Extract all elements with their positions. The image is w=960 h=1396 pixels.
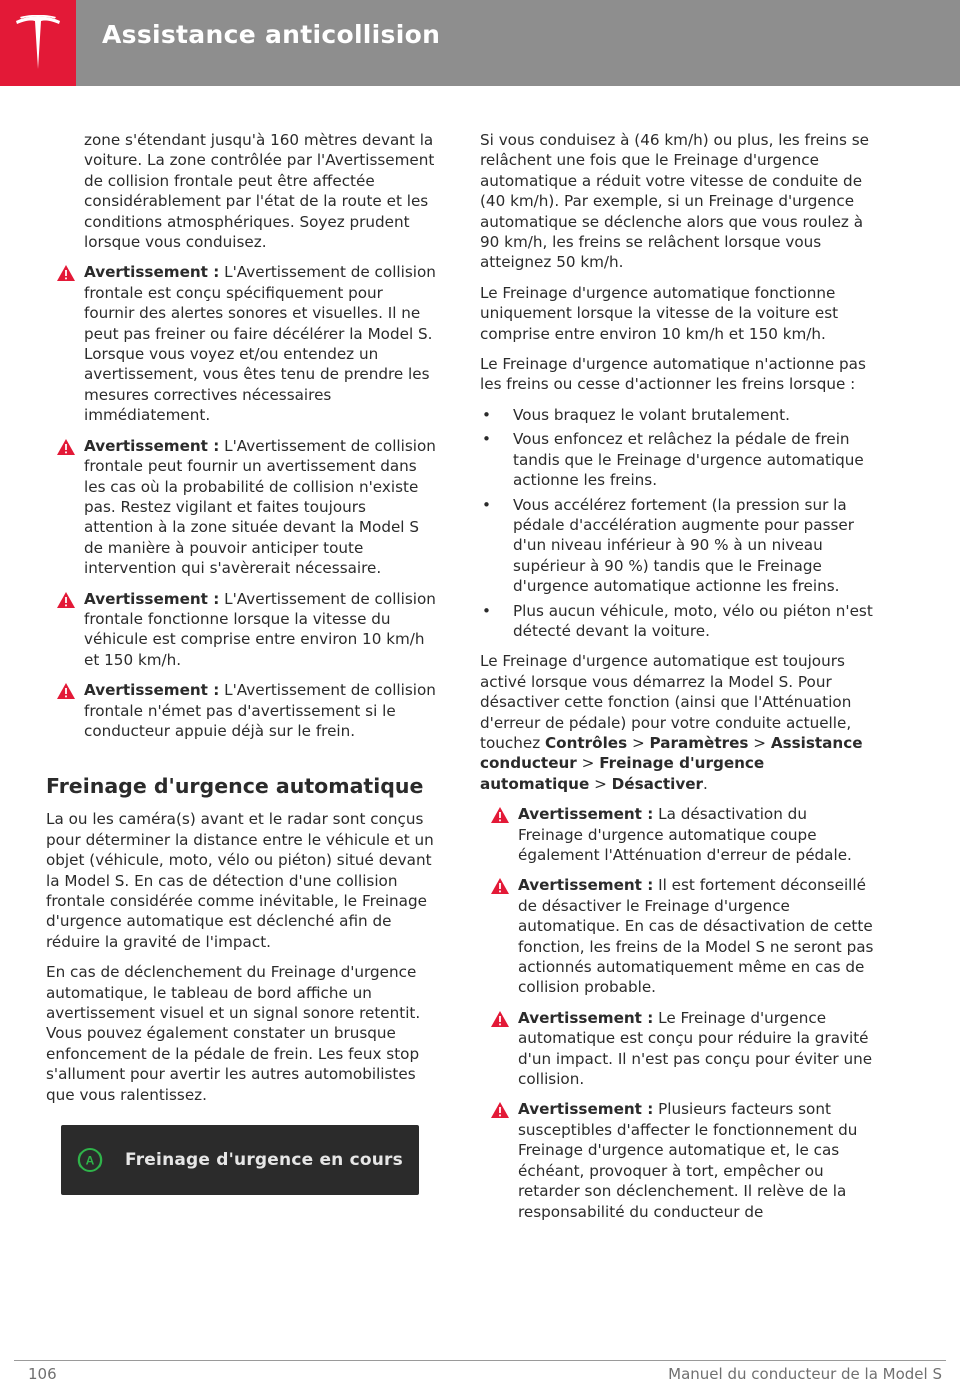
warning-triangle-icon: [490, 806, 510, 824]
page-number: 106: [28, 1365, 57, 1383]
left-column: [46, 130, 438, 1195]
list-item: • Plus aucun véhicule, moto, vélo ou piéton n'est détecté devant la voiture.: [480, 601, 874, 642]
tesla-t-icon: [14, 15, 62, 71]
warning-label: Avertissement :: [518, 1008, 654, 1027]
path-end: .: [703, 774, 708, 793]
manual-title: Manuel du conducteur de la Model S: [668, 1365, 942, 1383]
warning-triangle-icon: [490, 877, 510, 895]
section-title: Freinage d'urgence automatique: [46, 774, 424, 799]
warning-text: La désactivation du Freinage d'urgence automatique coupe également l'Atténuation d'erreur de pédale.: [518, 805, 852, 864]
warning-triangle-icon: [56, 591, 76, 609]
warning-text: Il est fortement déconseillé de désactiver le Freinage d'urgence automatique. En cas de désactivation de cette fonction, les freins de la Model S ne seront pas actionnés automatiquement même en cas de collision probable.: [518, 876, 874, 997]
warning-block: [46, 436, 438, 579]
banner-text: Freinage d'urgence en cours: [125, 1149, 403, 1170]
right-column: [480, 130, 874, 1232]
warning-block: [480, 875, 874, 997]
warning-block: [46, 262, 438, 425]
menu-path-driver-assistance: Assistance conducteur: [480, 733, 863, 773]
warning-triangle-icon: [56, 264, 76, 282]
warning-text: Le Freinage d'urgence automatique est conçu pour réduire la gravité d'un impact. Il n'est pas conçu pour éviter une collision.: [518, 1008, 873, 1089]
warning-block: [46, 680, 438, 741]
intro-paragraph: zone s'étendant jusqu'à 160 mètres devant la voiture. La zone contrôlée par l'Avertissement de collision frontale peut être affectée considérablement par l'état de la route et les conditions atmosphériques. Soyez prudent lorsque vous conduisez.: [84, 131, 435, 252]
automatic-braking-icon: [77, 1147, 103, 1173]
warning-block: [480, 1099, 874, 1221]
warning-text: L'Avertissement de collision frontale est conçu spécifiquement pour fournir des alertes sonores et visuelles. Il ne peut pas freiner ou faire décélérer la Model S. Lorsque vous voyez et/ou entendez un avertissement, vous êtes tenu de prendre les mesures correctives nécessaires immédiatement.: [84, 263, 436, 425]
warning-label: Avertissement :: [518, 1100, 654, 1119]
footer-divider: [14, 1360, 946, 1361]
deactivation-paragraph: [480, 651, 874, 794]
warning-block: [480, 1008, 874, 1090]
warning-text: Plusieurs facteurs sont susceptibles d'affecter le fonctionnement du Freinage d'urgence automatique et, le cas échéant, provoquer à tort, empêcher ou retarder son déclenchement. Il relève de la responsabilité du conducteur de: [518, 1100, 858, 1221]
warning-label: Avertissement :: [518, 876, 654, 895]
path-separator: >: [627, 733, 650, 752]
menu-path-disable: Désactiver: [611, 774, 704, 793]
warning-text: L'Avertissement de collision frontale peut fournir un avertissement dans les cas où la probabilité de collision n'existe pas. Restez vigilant et faites toujours attention à la zone située devant la Model S de manière à pouvoir anticiper toute intervention qui s'avèrerait nécessaire.: [84, 436, 436, 578]
warning-label: Avertissement :: [84, 436, 220, 455]
body-paragraph: La ou les caméra(s) avant et le radar sont conçus pour déterminer la distance entre le véhicule et un objet (véhicule, moto, vélo ou piéton) situé devant la Model S. En cas de détection d'une collision frontale considérée comme inévitable, le Freinage d'urgence automatique est déclenché afin de réduire la gravité de l'impact.: [46, 810, 434, 951]
path-separator: >: [589, 774, 612, 793]
menu-path-aeb: Freinage d'urgence automatique: [480, 754, 765, 793]
warning-label: Avertissement :: [518, 805, 654, 824]
warning-block: [46, 589, 438, 671]
menu-path-controls: Contrôles: [545, 733, 628, 752]
page-title: Assistance anticollision: [102, 20, 441, 49]
warning-text: L'Avertissement de collision frontale fonctionne lorsque la vitesse du véhicule est comprise entre environ 10 km/h et 150 km/h.: [84, 589, 436, 669]
warning-label: Avertissement :: [84, 263, 220, 282]
warning-text: L'Avertissement de collision frontale n'émet pas d'avertissement si le conducteur appuie déjà sur le frein.: [84, 681, 436, 740]
emergency-braking-banner: [61, 1125, 419, 1195]
warning-label: Avertissement :: [84, 681, 220, 700]
warning-triangle-icon: [56, 438, 76, 456]
menu-path-settings: Paramètres: [649, 733, 749, 752]
list-item: • Vous enfoncez et relâchez la pédale de frein tandis que le Freinage d'urgence automatique actionne les freins.: [480, 429, 874, 490]
icon-letter: A: [85, 1153, 95, 1168]
deactivation-text: Le Freinage d'urgence automatique est toujours activé lorsque vous démarrez la Model S. Pour désactiver cette fonction (ainsi que l'Atténuation d'erreur de pédale) pour votre conduite actuelle, touchez: [480, 652, 852, 752]
page-header: [0, 0, 960, 86]
tesla-logo: [0, 0, 76, 86]
body-paragraph: Le Freinage d'urgence automatique n'actionne pas les freins ou cesse d'actionner les freins lorsque :: [480, 355, 866, 394]
list-item: • Vous braquez le volant brutalement.: [480, 405, 874, 425]
body-paragraph: Le Freinage d'urgence automatique fonctionne uniquement lorsque la vitesse de la voiture est comprise entre environ 10 km/h et 150 km/h.: [480, 283, 839, 343]
path-separator: >: [748, 733, 771, 752]
warning-triangle-icon: [56, 682, 76, 700]
warning-block: [480, 804, 874, 865]
path-separator: >: [576, 754, 600, 773]
body-paragraph: En cas de déclenchement du Freinage d'urgence automatique, le tableau de bord affiche un avertissement visuel et un signal sonore retentit. Vous pouvez également constater un brusque enfoncement de la pédale de frein. Les feux stop s'allument pour avertir les autres automobilistes que vous ralentissez.: [46, 963, 421, 1104]
warning-triangle-icon: [490, 1010, 510, 1028]
warning-triangle-icon: [490, 1101, 510, 1119]
conditions-list: [480, 405, 874, 641]
warning-label: Avertissement :: [84, 589, 220, 608]
list-item: • Vous accélérez fortement (la pression sur la pédale d'accélération augmente pour passer d'un niveau inférieur à 90 % à un niveau supérieur à 90 %) tandis que le Freinage d'urgence automatique actionne les freins.: [480, 495, 874, 597]
body-paragraph: Si vous conduisez à (46 km/h) ou plus, les freins se relâchent une fois que le Freinage d'urgence automatique a réduit votre vitesse de conduite de (40 km/h). Par exemple, si un Freinage d'urgence automatique se déclenche alors que vous roulez à 90 km/h, les freins se relâchent lorsque vous atteignez 50 km/h.: [480, 131, 869, 272]
